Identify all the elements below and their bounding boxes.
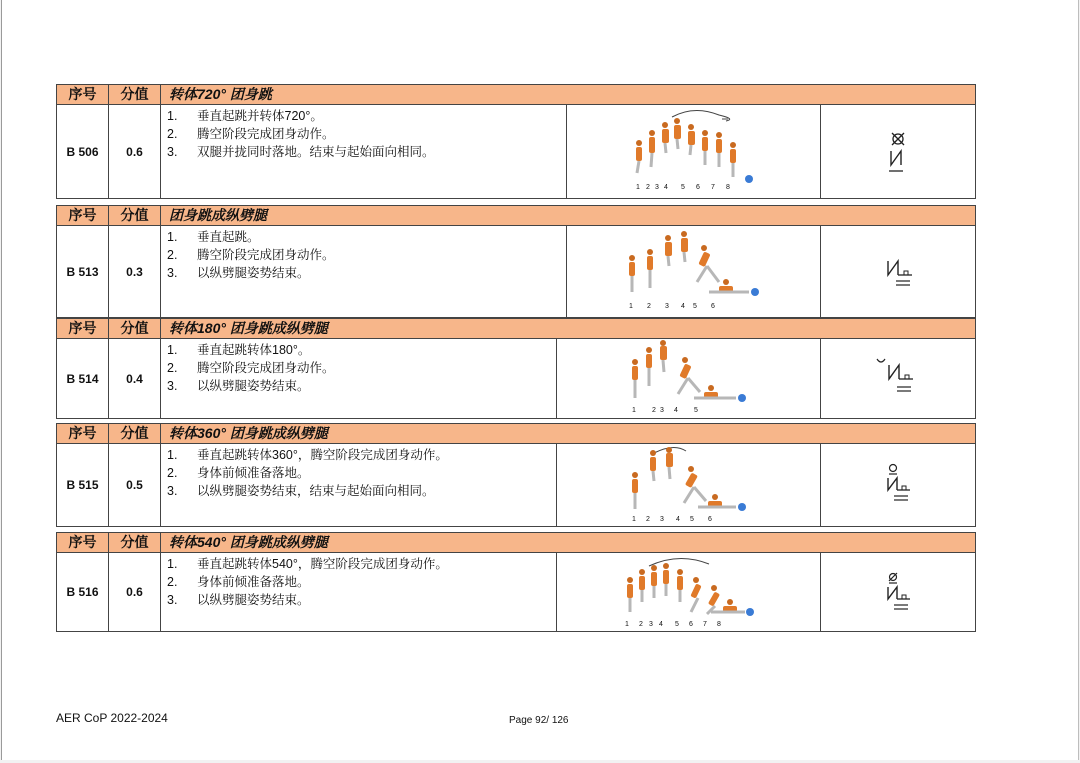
movement-illustration xyxy=(557,553,821,631)
figure-sequence xyxy=(624,107,764,197)
figure-sequence xyxy=(624,445,754,525)
document-title-footer: AER CoP 2022-2024 xyxy=(56,711,168,725)
header-no: 序号 xyxy=(57,206,109,225)
table-row xyxy=(57,226,975,317)
notation-symbol-icon xyxy=(878,127,918,177)
frame-label: 1 xyxy=(631,516,636,523)
element-description xyxy=(161,553,557,631)
table-header xyxy=(57,206,975,226)
header-value: 分值 xyxy=(109,424,161,443)
page-number: Page 92/ 126 xyxy=(509,715,569,726)
figure-sequence xyxy=(619,228,769,316)
frame-label: 8 xyxy=(725,183,730,191)
element-code: B 515 xyxy=(57,444,109,526)
step-1: 1. 垂直起跳转体540°，腾空阶段完成团身动作。 xyxy=(167,557,448,571)
frame-label: 1 xyxy=(628,302,633,310)
frame-label: 6 xyxy=(688,621,693,628)
element-name: 转体720° 团身跳 xyxy=(169,86,272,102)
frame-label: 4 xyxy=(663,183,668,191)
frame-label: 1 xyxy=(635,183,640,191)
step-2: 2. 腾空阶段完成团身动作。 xyxy=(167,248,335,262)
frame-label: 6 xyxy=(710,302,715,310)
table-header xyxy=(57,424,975,444)
frame-label: 2 xyxy=(651,406,656,414)
element-code: B 513 xyxy=(57,226,109,317)
element-symbol xyxy=(821,226,975,317)
element-description xyxy=(161,226,567,317)
movement-illustration xyxy=(557,339,821,418)
element-symbol xyxy=(821,105,975,198)
element-code: B 506 xyxy=(57,105,109,198)
table-header xyxy=(57,85,975,105)
table-row xyxy=(57,444,975,526)
movement-illustration xyxy=(557,444,821,526)
element-description xyxy=(161,105,567,198)
frame-label: 6 xyxy=(707,516,712,523)
frame-label: 1 xyxy=(624,621,629,628)
frame-label: 5 xyxy=(692,302,697,310)
step-3: 3. 以纵劈腿姿势结束，结束与起始面向相同。 xyxy=(167,484,435,498)
notation-symbol-icon xyxy=(873,355,923,403)
element-table-b513 xyxy=(56,205,976,318)
element-name: 转体540° 团身跳成纵劈腿 xyxy=(169,534,328,550)
table-row xyxy=(57,553,975,631)
header-no: 序号 xyxy=(57,85,109,104)
header-value: 分值 xyxy=(109,533,161,552)
frame-label: 3 xyxy=(648,621,653,628)
step-3: 3. 以纵劈腿姿势结束。 xyxy=(167,593,310,607)
frame-label: 1 xyxy=(631,406,636,414)
step-3: 3. 以纵劈腿姿势结束。 xyxy=(167,266,310,280)
frame-label: 5 xyxy=(680,183,685,191)
step-2: 2. 身体前倾准备落地。 xyxy=(167,575,310,589)
frame-label: 3 xyxy=(664,302,669,310)
document-page xyxy=(1,0,1079,760)
element-value: 0.6 xyxy=(109,105,161,198)
element-symbol xyxy=(821,444,975,526)
element-name: 团身跳成纵劈腿 xyxy=(169,207,267,223)
frame-label: 3 xyxy=(659,406,664,414)
step-1: 1. 垂直起跳转体180°。 xyxy=(167,343,311,357)
table-header xyxy=(57,319,975,339)
element-table-b506 xyxy=(56,84,976,199)
element-code: B 516 xyxy=(57,553,109,631)
table-row xyxy=(57,339,975,418)
step-3: 3. 双腿并拢同时落地。结束与起始面向相同。 xyxy=(167,145,435,159)
element-value: 0.6 xyxy=(109,553,161,631)
frame-label: 8 xyxy=(716,621,721,628)
header-value: 分值 xyxy=(109,319,161,338)
frame-label: 5 xyxy=(693,406,698,414)
frame-label: 2 xyxy=(645,516,650,523)
header-no: 序号 xyxy=(57,424,109,443)
frame-label: 4 xyxy=(675,516,680,523)
step-2: 2. 身体前倾准备落地。 xyxy=(167,466,310,480)
element-value: 0.4 xyxy=(109,339,161,418)
notation-symbol-icon xyxy=(878,569,918,615)
step-1: 1. 垂直起跳转体360°，腾空阶段完成团身动作。 xyxy=(167,448,448,462)
element-table-b515 xyxy=(56,423,976,527)
header-value: 分值 xyxy=(109,85,161,104)
frame-label: 4 xyxy=(658,621,663,628)
frame-label: 3 xyxy=(659,516,664,523)
frame-label: 4 xyxy=(680,302,685,310)
step-2: 2. 腾空阶段完成团身动作。 xyxy=(167,127,335,141)
frame-label: 4 xyxy=(673,406,678,414)
header-value: 分值 xyxy=(109,206,161,225)
element-value: 0.3 xyxy=(109,226,161,317)
element-table-b516 xyxy=(56,532,976,632)
frame-label: 7 xyxy=(710,183,715,191)
element-table-b514 xyxy=(56,318,976,419)
element-code: B 514 xyxy=(57,339,109,418)
table-header xyxy=(57,533,975,553)
frame-label: 2 xyxy=(645,183,650,191)
frame-label: 7 xyxy=(702,621,707,628)
element-symbol xyxy=(821,553,975,631)
element-name: 转体360° 团身跳成纵劈腿 xyxy=(169,425,328,441)
frame-label: 5 xyxy=(689,516,694,523)
movement-illustration xyxy=(567,105,821,198)
element-name: 转体180° 团身跳成纵劈腿 xyxy=(169,320,328,336)
frame-label: 2 xyxy=(646,302,651,310)
step-3: 3. 以纵劈腿姿势结束。 xyxy=(167,379,310,393)
step-2: 2. 腾空阶段完成团身动作。 xyxy=(167,361,335,375)
movement-illustration xyxy=(567,226,821,317)
figure-sequence xyxy=(619,554,759,630)
figure-sequence xyxy=(624,340,754,418)
header-no: 序号 xyxy=(57,533,109,552)
frame-label: 3 xyxy=(654,183,659,191)
header-no: 序号 xyxy=(57,319,109,338)
frame-label: 6 xyxy=(695,183,700,191)
element-description xyxy=(161,444,557,526)
frame-label: 5 xyxy=(674,621,679,628)
element-value: 0.5 xyxy=(109,444,161,526)
element-symbol xyxy=(821,339,975,418)
step-1: 1. 垂直起跳并转体720°。 xyxy=(167,109,323,123)
notation-symbol-icon xyxy=(878,249,918,295)
frame-label: 2 xyxy=(638,621,643,628)
step-1: 1. 垂直起跳。 xyxy=(167,230,260,244)
element-description xyxy=(161,339,557,418)
notation-symbol-icon xyxy=(878,462,918,508)
table-row xyxy=(57,105,975,198)
